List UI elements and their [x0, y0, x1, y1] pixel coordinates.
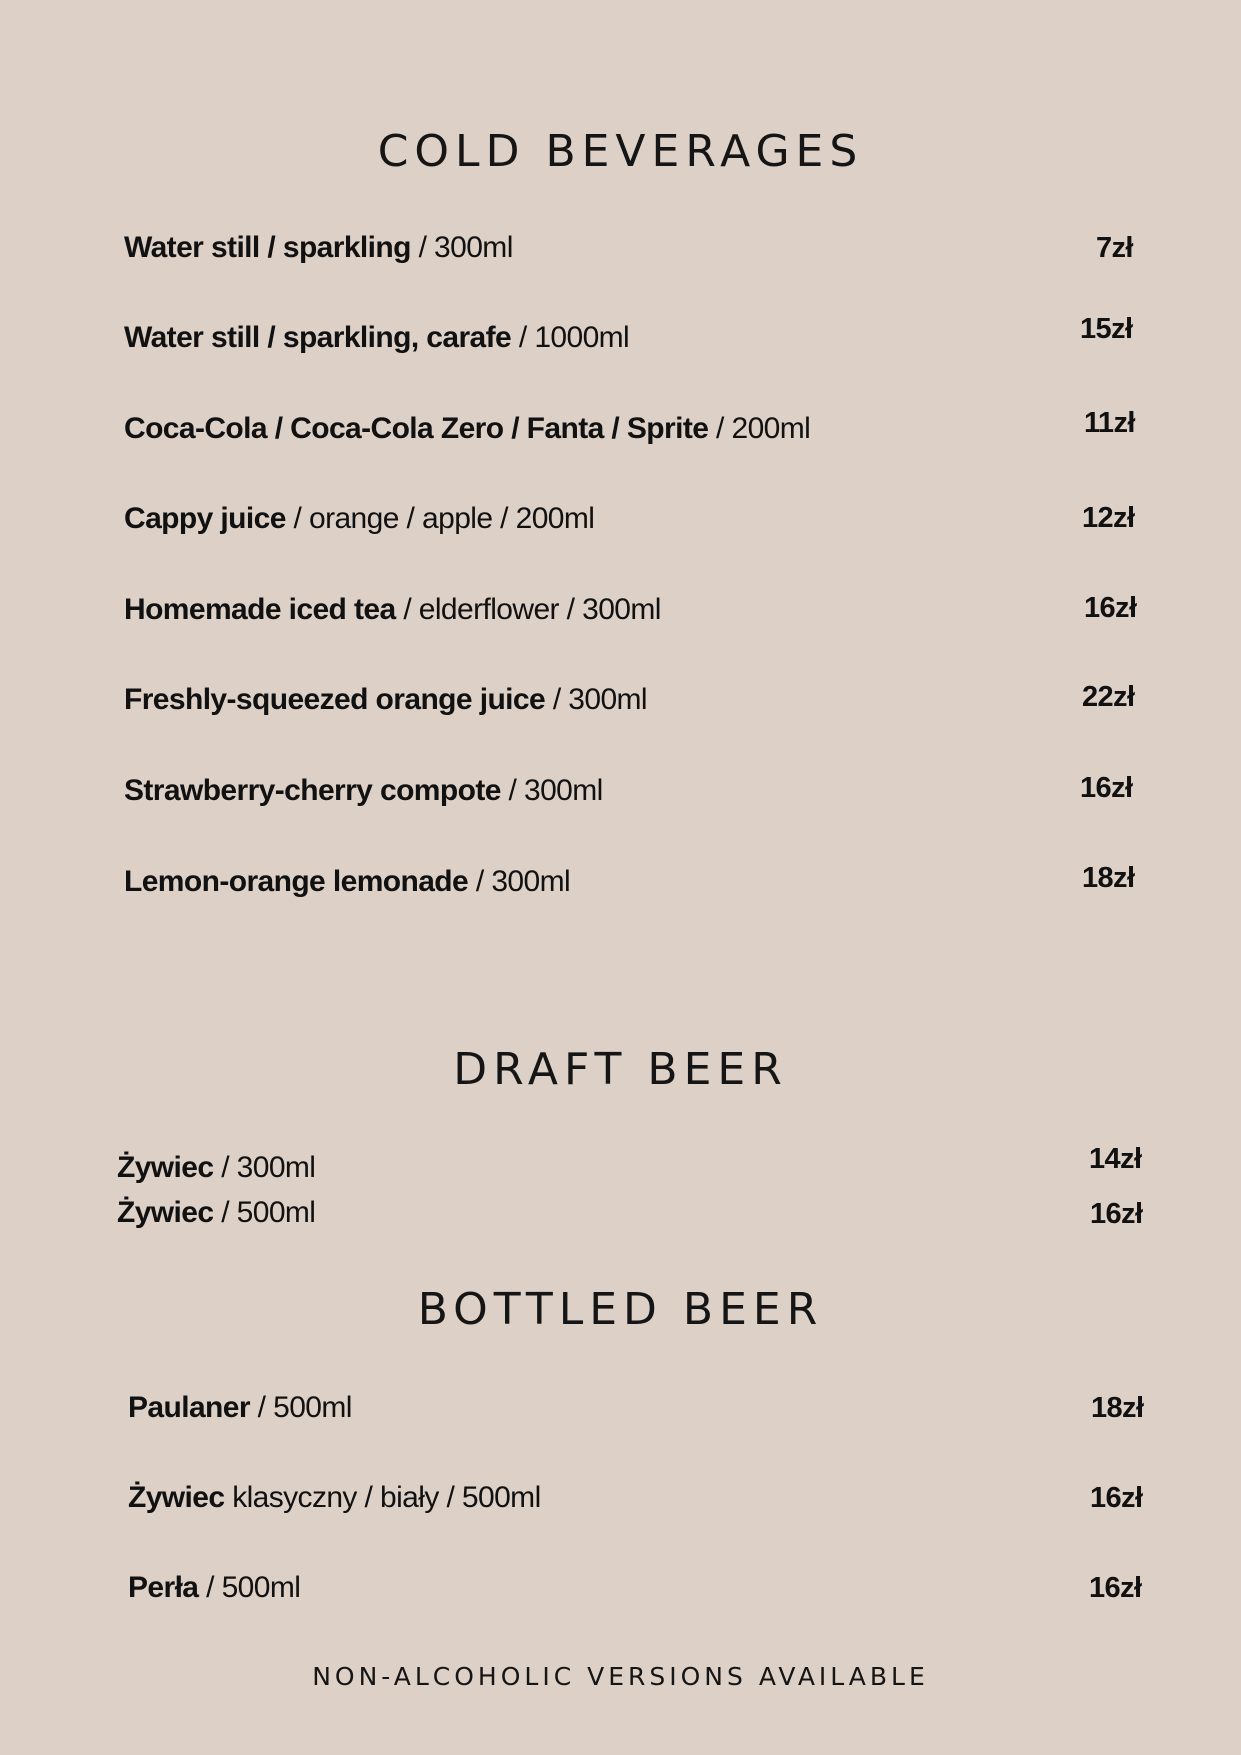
bottled-beer-price-zywiec: 16zł	[1090, 1482, 1143, 1514]
cold-beverage-item-orange-juice	[124, 682, 647, 718]
cold-beverage-item-lemonade	[124, 864, 570, 900]
bottled-beer-item-paulaner	[128, 1390, 352, 1426]
cold-beverage-item-compote	[124, 773, 603, 809]
cold-beverage-item-water	[124, 230, 513, 266]
bottled-beer-item-zywiec	[128, 1480, 541, 1516]
cold-beverage-item-water-carafe	[124, 320, 629, 356]
item-detail: / 300ml	[545, 683, 647, 716]
item-name: Water still / sparkling, carafe	[124, 321, 512, 354]
item-name: Cappy juice	[124, 502, 286, 535]
item-detail: / 500ml	[213, 1196, 316, 1229]
item-detail: / 200ml	[708, 412, 811, 445]
item-detail: / orange / apple / 200ml	[285, 502, 595, 535]
item-detail: / 300ml	[468, 865, 571, 898]
cold-beverage-price-water-carafe: 15zł	[1080, 313, 1133, 345]
item-detail: / 300ml	[500, 774, 603, 807]
item-detail: / elderflower / 300ml	[395, 593, 661, 626]
non-alcoholic-note: NON-ALCOHOLIC VERSIONS AVAILABLE	[312, 1662, 929, 1691]
cold-beverage-price-compote: 16zł	[1080, 772, 1133, 804]
item-detail: / 500ml	[249, 1391, 352, 1424]
item-name: Freshly-squeezed orange juice	[124, 683, 546, 716]
cold-beverage-item-soda	[124, 411, 810, 447]
cold-beverage-price-water: 7zł	[1096, 232, 1133, 264]
cold-beverages-heading: COLD BEVERAGES	[377, 126, 864, 177]
item-name: Żywiec	[117, 1196, 214, 1229]
draft-beer-heading: DRAFT BEER	[453, 1044, 788, 1095]
item-name: Water still / sparkling	[124, 231, 411, 264]
item-detail: / 1000ml	[511, 321, 630, 354]
draft-beer-item-zywiec-500	[117, 1195, 315, 1231]
item-detail: klasyczny / biały / 500ml	[224, 1481, 541, 1514]
item-name: Żywiec	[128, 1481, 225, 1514]
item-detail: / 500ml	[198, 1571, 301, 1604]
cold-beverage-price-cappy: 12zł	[1082, 502, 1135, 534]
item-detail: / 300ml	[410, 231, 513, 264]
draft-beer-price-zywiec-300: 14zł	[1089, 1143, 1142, 1175]
cold-beverage-price-lemonade: 18zł	[1082, 862, 1135, 894]
item-name: Perła	[128, 1571, 199, 1604]
bottled-beer-heading: BOTTLED BEER	[417, 1284, 824, 1335]
cold-beverage-price-iced-tea: 16zł	[1084, 592, 1137, 624]
bottled-beer-price-perla: 16zł	[1089, 1572, 1142, 1604]
item-name: Paulaner	[128, 1391, 250, 1424]
cold-beverage-price-soda: 11zł	[1084, 407, 1135, 439]
bottled-beer-price-paulaner: 18zł	[1091, 1392, 1144, 1424]
draft-beer-price-zywiec-500: 16zł	[1090, 1198, 1143, 1230]
item-detail: / 300ml	[213, 1151, 316, 1184]
item-name: Coca-Cola / Coca-Cola Zero / Fanta / Sprite	[124, 412, 709, 445]
item-name: Lemon-orange lemonade	[124, 865, 469, 898]
bottled-beer-item-perla	[128, 1570, 300, 1606]
item-name: Homemade iced tea	[124, 593, 396, 626]
item-name: Strawberry-cherry compote	[124, 774, 501, 807]
cold-beverage-price-orange-juice: 22zł	[1082, 681, 1135, 713]
cold-beverage-item-cappy	[124, 501, 594, 537]
draft-beer-item-zywiec-300	[117, 1150, 315, 1186]
cold-beverage-item-iced-tea	[124, 592, 661, 628]
item-name: Żywiec	[117, 1151, 214, 1184]
